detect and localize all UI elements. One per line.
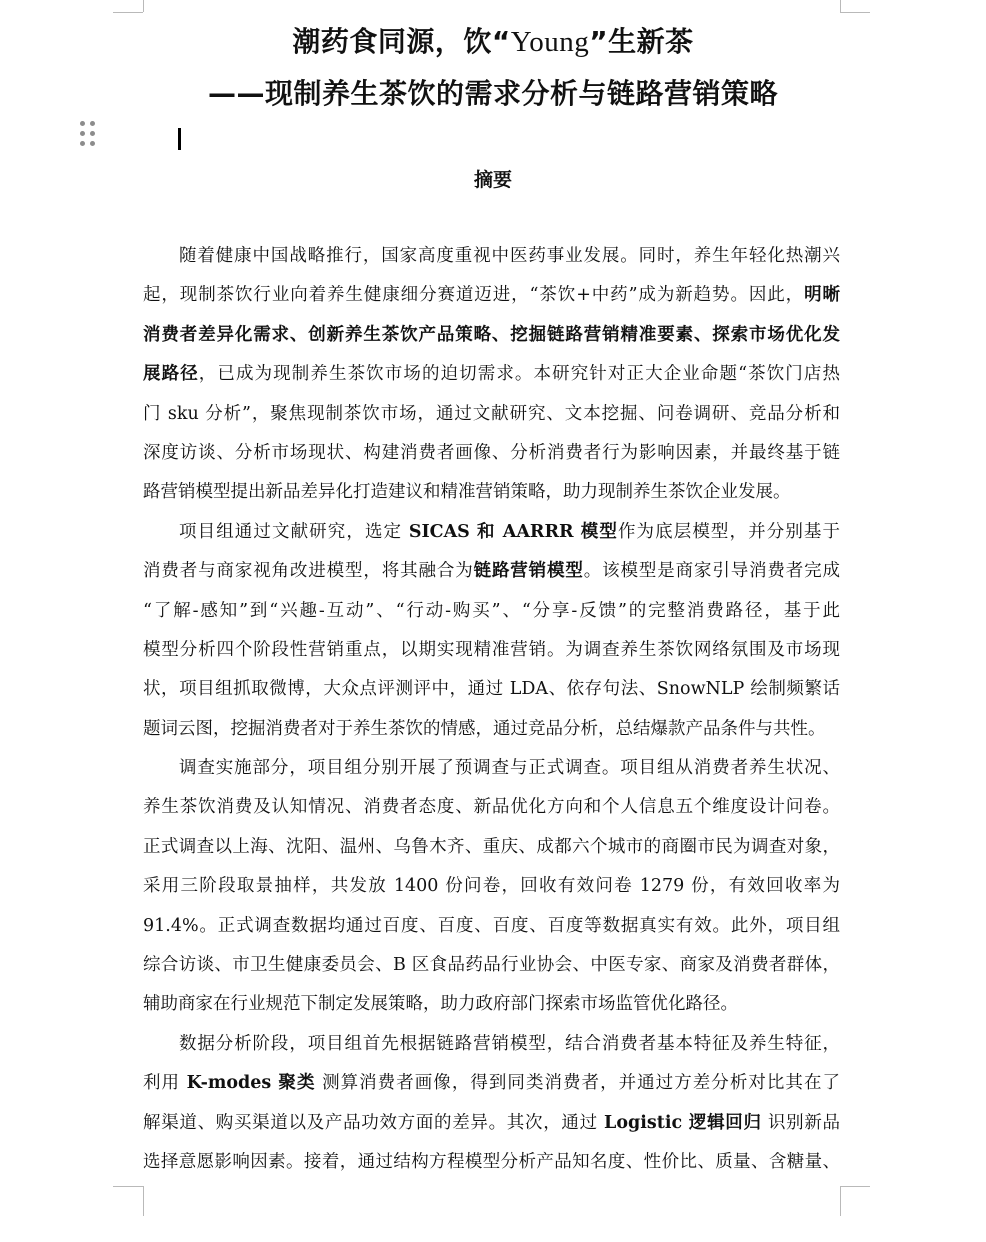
- body-text: 作为底层模型，并分别基于: [617, 521, 841, 542]
- body-text: ，已成为现制养生茶饮市场的迫切需求。本研究针对正大企业命题“茶饮门店热: [198, 364, 841, 385]
- body-line: 选择意愿影响因素。接着，通过结构方程模型分析产品知名度、性价比、质量、含糖量、: [143, 1151, 840, 1172]
- document-subtitle: ——现制养生茶饮的需求分析与链路营销策略: [207, 77, 778, 110]
- body-line: [143, 276, 840, 315]
- drag-dot: [80, 131, 85, 136]
- body-line: 模型分析四个阶段性营销重点，以期实现精准营销。为调查养生茶饮网络氛围及市场现: [143, 639, 840, 660]
- drag-dot: [80, 121, 85, 126]
- title-text-pre: 潮药食同源，饮“: [292, 25, 511, 58]
- body-line: [143, 552, 840, 591]
- body-line: “了解-感知”到“兴趣-互动”、“行动-购买”、“分享-反馈”的完整消费路径，基于此: [143, 600, 840, 621]
- body-text: 识别新品: [761, 1112, 841, 1133]
- body-line: [143, 355, 840, 394]
- body-text: 测算消费者画像，得到同类消费者，并通过方差分析对比其在了: [315, 1073, 840, 1094]
- crop-mark-top-left: [143, 0, 144, 12]
- drag-dot: [80, 141, 85, 146]
- crop-mark-top-right: [840, 12, 870, 13]
- body-line: 数据分析阶段，项目组首先根据链路营销模型，结合消费者基本特征及养生特征，: [179, 1033, 840, 1054]
- body-line: 91.4%。正式调查数据均通过百度、百度、百度、百度等数据真实有效。此外，项目组: [143, 915, 840, 936]
- body-line: 状，项目组抓取微博，大众点评测评中，通过 LDA、依存句法、SnowNLP 绘制频繁话: [143, 679, 840, 700]
- body-text: 消费者与商家视角改进模型，将其融合为: [143, 561, 474, 582]
- body-text: 。该模型是商家引导消费者完成: [583, 561, 841, 582]
- drag-dot: [90, 141, 95, 146]
- abstract-heading: 摘要: [473, 169, 512, 191]
- body-bold-text: Logistic 逻辑回归: [604, 1112, 762, 1133]
- body-line: [143, 316, 840, 355]
- body-bold-text: K-modes 聚类: [186, 1073, 316, 1094]
- body-line: 正式调查以上海、沈阳、温州、乌鲁木齐、重庆、成都六个城市的商圈市民为调查对象，: [143, 836, 840, 857]
- crop-mark-bottom-right: [840, 1186, 841, 1216]
- body-bold-text: SICAS 和 AARRR 模型: [408, 521, 618, 542]
- body-bold-text: 消费者差异化需求、创新养生茶饮产品策略、挖掘链路营销精准要素、探索市场优化发: [143, 324, 840, 345]
- body-line: [143, 1064, 840, 1103]
- title-text-latin: Young: [510, 26, 590, 58]
- body-line: 题词云图，挖掘消费者对于养生茶饮的情感，通过竞品分析，总结爆款产品条件与共性。: [143, 718, 826, 739]
- crop-mark-bottom-left: [143, 1186, 144, 1216]
- body-line: 采用三阶段取景抽样，共发放 1400 份问卷，回收有效问卷 1279 份，有效回收率为: [143, 876, 840, 897]
- body-line: 综合访谈、市卫生健康委员会、B 区食品药品行业协会、中医专家、商家及消费者群体，: [143, 955, 840, 976]
- body-text: 起，现制茶饮行业向着养生健康细分赛道迈进，“茶饮+中药”成为新趋势。因此，: [143, 285, 805, 306]
- text-cursor[interactable]: [178, 128, 181, 150]
- body-bold-text: 链路营销模型: [473, 561, 584, 582]
- body-line: 深度访谈、分析市场现状、构建消费者画像、分析消费者行为影响因素，并最终基于链: [143, 442, 840, 463]
- body-bold-text: 明晰: [804, 285, 840, 306]
- body-text: 解渠道、购买渠道以及产品功效方面的差异。其次，通过: [143, 1112, 605, 1133]
- body-text: 利用: [143, 1073, 187, 1094]
- body-line: [143, 1104, 840, 1143]
- document-title: [0, 20, 986, 60]
- body-line: 养生茶饮消费及认知情况、消费者态度、新品优化方向和个人信息五个维度设计问卷。: [143, 797, 840, 818]
- body-line: 随着健康中国战略推行，国家高度重视中医药事业发展。同时，养生年轻化热潮兴: [179, 246, 840, 266]
- drag-dot: [90, 121, 95, 126]
- body-line: 路营销模型提出新品差异化打造建议和精准营销策略，助力现制养生茶饮企业发展。: [143, 482, 791, 503]
- title-text-post: ”生新茶: [589, 25, 694, 58]
- body-line: 辅助商家在行业规范下制定发展策略，助力政府部门探索市场监管优化路径。: [143, 994, 738, 1015]
- crop-mark-top-left: [113, 12, 143, 13]
- body-line: 门 sku 分析”，聚焦现制茶饮市场，通过文献研究、文本挖掘、问卷调研、竞品分析和: [143, 403, 840, 424]
- drag-handle-icon[interactable]: [78, 121, 98, 151]
- body-line: [143, 513, 840, 552]
- body-line: 调查实施部分，项目组分别开展了预调查与正式调查。项目组从消费者养生状况、: [179, 758, 840, 779]
- body-text: 项目组通过文献研究，选定: [179, 521, 409, 542]
- crop-mark-bottom-left: [113, 1186, 143, 1187]
- crop-mark-bottom-right: [840, 1186, 870, 1187]
- crop-mark-top-right: [840, 0, 841, 12]
- abstract-body: [143, 237, 840, 1182]
- drag-dot: [90, 131, 95, 136]
- body-bold-text: 展路径: [143, 364, 199, 385]
